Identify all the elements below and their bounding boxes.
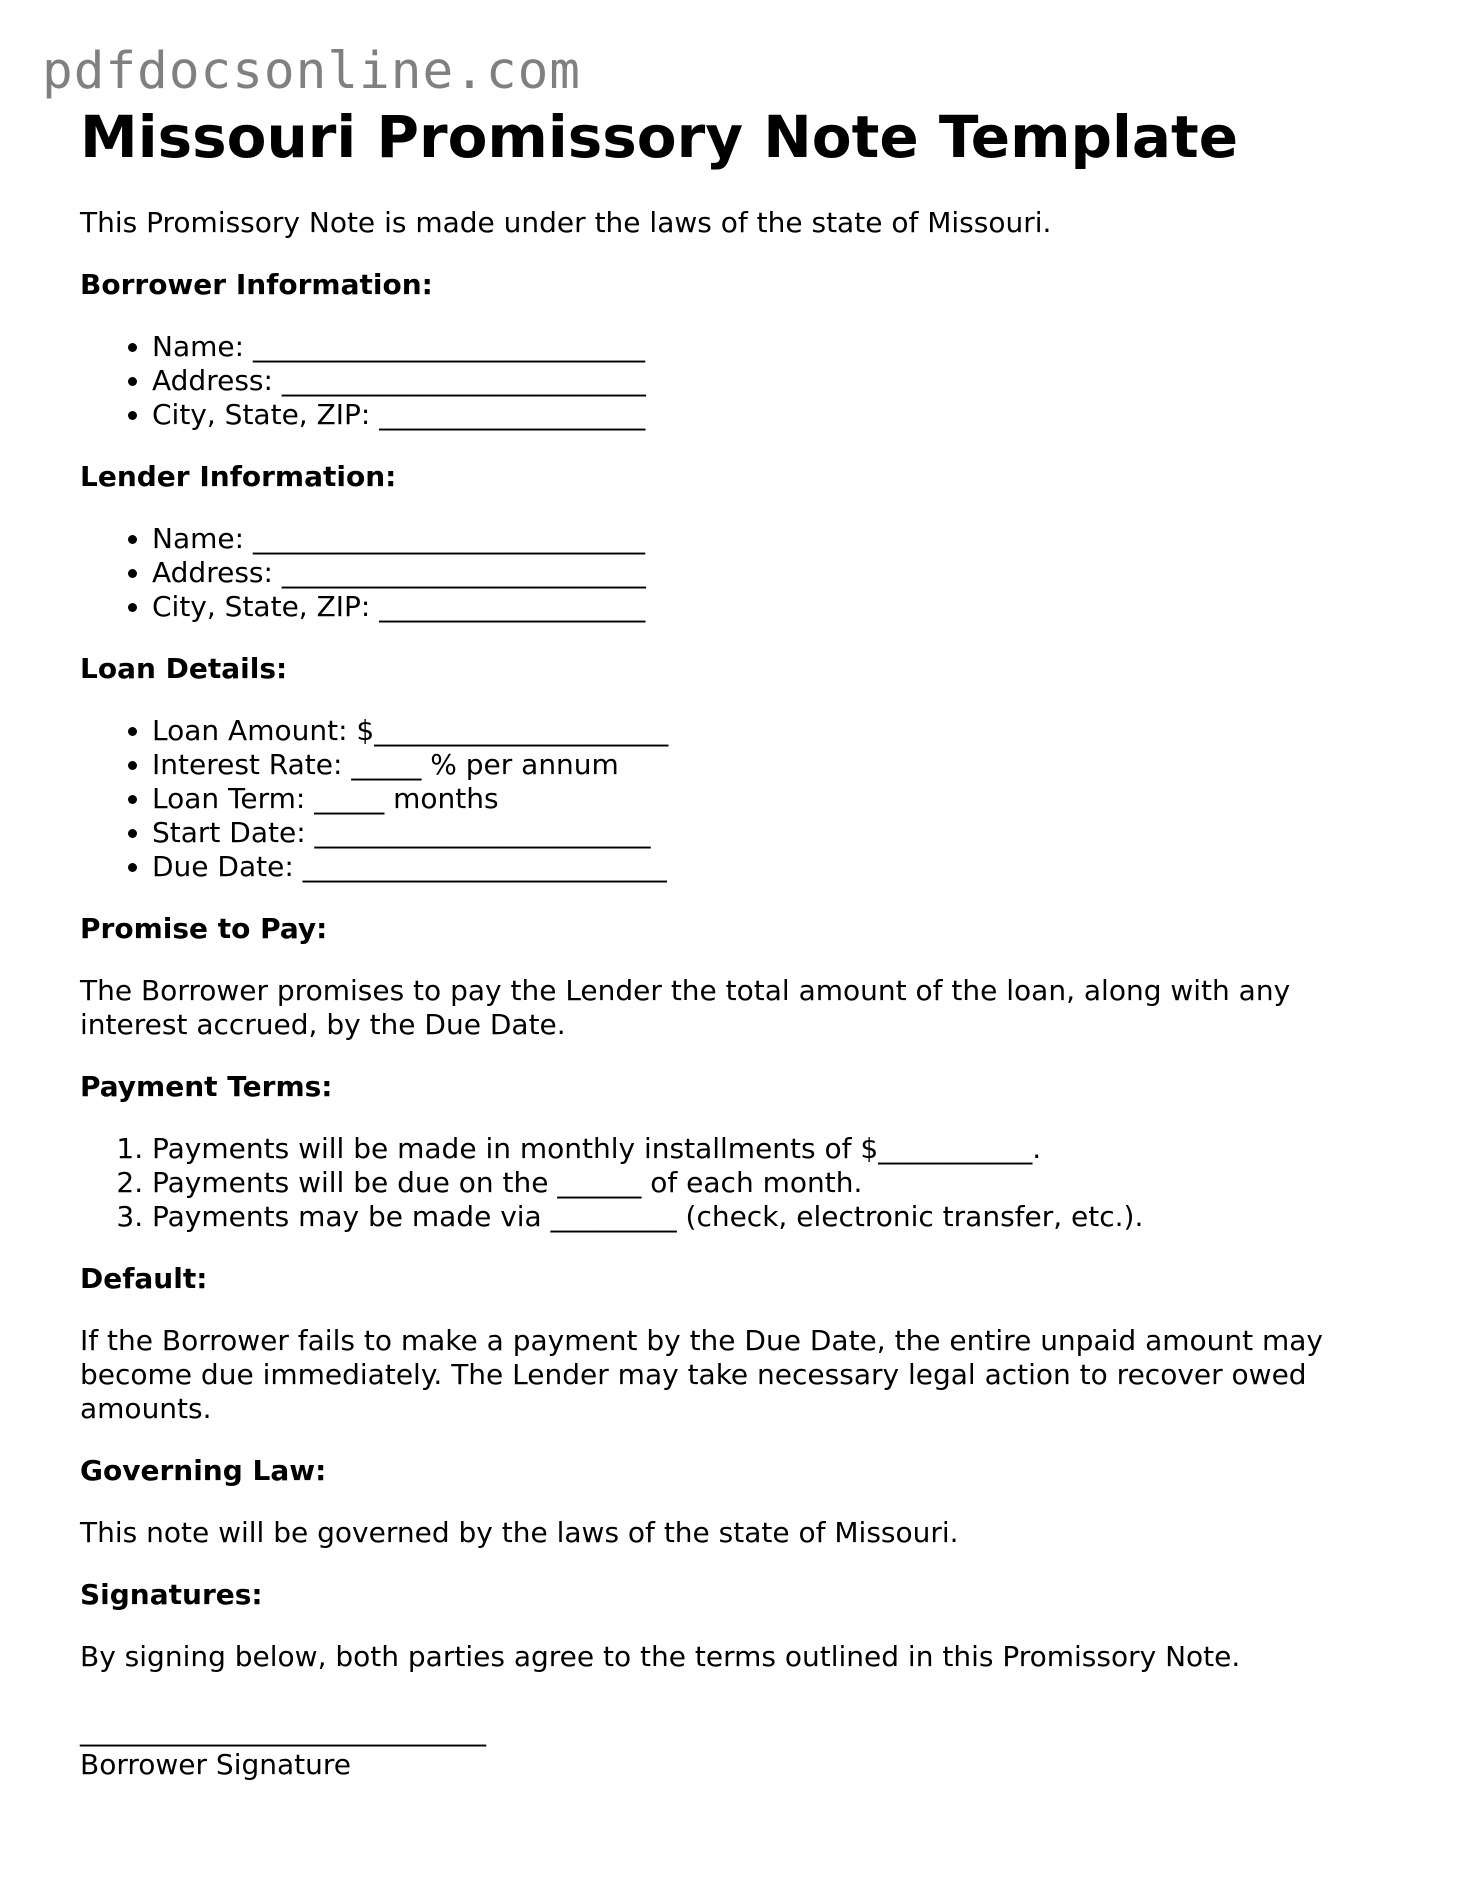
intro-text: This Promissory Note is made under the laws of the state of Missouri. bbox=[80, 206, 1052, 239]
due-date-field: • Due Date: __________________________ bbox=[152, 850, 1390, 884]
lender-city-field: • City, State, ZIP: ___________________ bbox=[152, 590, 1390, 624]
payment-installment-item: 1. Payments will be made in monthly installments of $___________. bbox=[152, 1132, 1390, 1166]
borrower-signature-line: _____________________________ bbox=[80, 1714, 486, 1747]
default-text: If the Borrower fails to make a payment by the Due Date, the entire unpaid amount may become due immediately. The Lender may take necessary legal action to recover owed amounts. bbox=[80, 1324, 1324, 1425]
payment-method-item: 3. Payments may be made via _________ (check, electronic transfer, etc.). bbox=[152, 1200, 1390, 1234]
default-heading: Default: bbox=[80, 1262, 208, 1295]
loan-heading: Loan Details: bbox=[80, 652, 288, 685]
payment-list bbox=[80, 1132, 1390, 1234]
page-title: Missouri Promissory Note Template bbox=[80, 103, 1239, 171]
promise-heading: Promise to Pay: bbox=[80, 912, 328, 945]
payment-heading: Payment Terms: bbox=[80, 1070, 333, 1103]
document-page bbox=[80, 102, 1390, 1782]
borrower-name-field: • Name: ____________________________ bbox=[152, 330, 1390, 364]
lender-heading: Lender Information: bbox=[80, 460, 397, 493]
loan-term-field: • Loan Term: _____ months bbox=[152, 782, 1390, 816]
loan-list bbox=[80, 714, 1390, 884]
interest-rate-field: • Interest Rate: _____ % per annum bbox=[152, 748, 1390, 782]
lender-address-field: • Address: __________________________ bbox=[152, 556, 1390, 590]
lender-name-field: • Name: ____________________________ bbox=[152, 522, 1390, 556]
borrower-address-field: • Address: __________________________ bbox=[152, 364, 1390, 398]
promise-text: The Borrower promises to pay the Lender the total amount of the loan, along with any interest accrued, by the Due Date. bbox=[80, 974, 1291, 1041]
borrower-signature-label: Borrower Signature bbox=[80, 1748, 352, 1781]
borrower-list bbox=[80, 330, 1390, 432]
signatures-text: By signing below, both parties agree to the terms outlined in this Promissory Note. bbox=[80, 1640, 1241, 1673]
lender-list bbox=[80, 522, 1390, 624]
start-date-field: • Start Date: ________________________ bbox=[152, 816, 1390, 850]
signatures-heading: Signatures: bbox=[80, 1578, 263, 1611]
borrower-heading: Borrower Information: bbox=[80, 268, 433, 301]
loan-amount-field: • Loan Amount: $_____________________ bbox=[152, 714, 1390, 748]
governing-heading: Governing Law: bbox=[80, 1454, 327, 1487]
borrower-city-field: • City, State, ZIP: ___________________ bbox=[152, 398, 1390, 432]
watermark: pdfdocsonline.com bbox=[42, 42, 581, 101]
payment-due-item: 2. Payments will be due on the ______ of each month. bbox=[152, 1166, 1390, 1200]
governing-text: This note will be governed by the laws of the state of Missouri. bbox=[80, 1516, 959, 1549]
